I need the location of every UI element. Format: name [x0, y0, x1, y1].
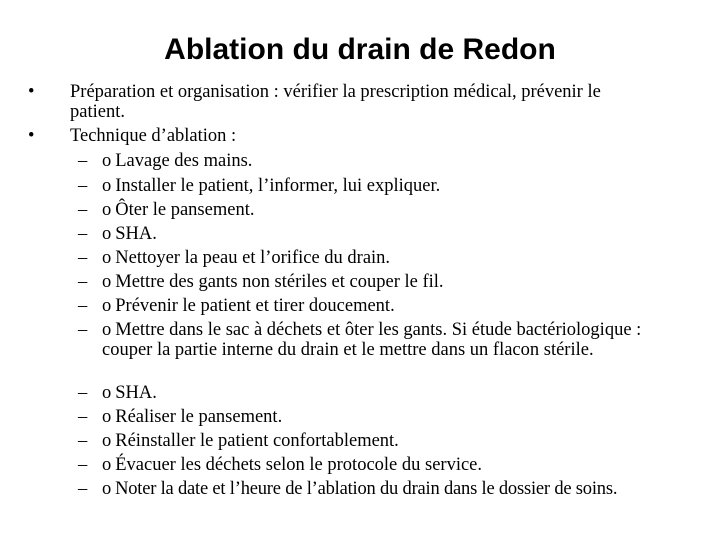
step-text: Prévenir le patient et tirer doucement.	[115, 296, 395, 316]
step-text: Ôter le pansement.	[115, 200, 255, 220]
bullet-text: Préparation et organisation : vérifier la prescription médical, prévenir le patient.	[70, 82, 601, 122]
step-marker: o	[102, 176, 112, 196]
step-dash: –	[78, 431, 88, 451]
step-marker: o	[102, 151, 112, 171]
step-text: Nettoyer la peau et l’orifice du drain.	[115, 248, 391, 268]
step-text: Réinstaller le patient confortablement.	[115, 431, 399, 451]
step-text: Installer le patient, l’informer, lui expliquer.	[115, 176, 441, 196]
step-dash: –	[78, 224, 88, 244]
step-text: Mettre des gants non stériles et couper le fil.	[115, 272, 444, 292]
step-text: Lavage des mains.	[115, 151, 253, 171]
bullet-item	[28, 126, 710, 146]
step-dash: –	[78, 383, 88, 403]
step-dash: –	[78, 407, 88, 427]
step-text: SHA.	[115, 383, 157, 403]
bullet-marker: •	[28, 126, 35, 146]
step-dash: –	[78, 272, 88, 292]
step-dash: –	[78, 176, 88, 196]
slide-title: Ablation du drain de Redon	[164, 33, 556, 66]
step-marker: o	[102, 455, 112, 475]
step-dash: –	[78, 455, 88, 475]
step-marker: o	[102, 320, 112, 340]
step-text: Noter la date et l’heure de l’ablation du drain dans le dossier de soins.	[115, 479, 618, 499]
step-marker: o	[102, 272, 112, 292]
step-marker: o	[102, 407, 112, 427]
bullet-item	[28, 82, 710, 122]
step-marker: o	[102, 224, 112, 244]
bullet-text: Technique d’ablation :	[70, 126, 237, 146]
step-marker: o	[102, 200, 112, 220]
step-dash: –	[78, 479, 88, 499]
step-marker: o	[102, 383, 112, 403]
step-dash: –	[78, 296, 88, 316]
bullet-marker: •	[28, 82, 35, 102]
step-marker: o	[102, 479, 112, 499]
step-dash: –	[78, 200, 88, 220]
step-dash: –	[78, 151, 88, 171]
step-marker: o	[102, 431, 112, 451]
step-dash: –	[78, 248, 88, 268]
step-dash: –	[78, 320, 88, 340]
step-text: Évacuer les déchets selon le protocole du service.	[115, 455, 483, 475]
step-marker: o	[102, 248, 112, 268]
step-text: Mettre dans le sac à déchets et ôter les gants. Si étude bactériologique : couper la partie interne du drain et le mettre dans un flacon stérile.	[102, 320, 642, 360]
step-text: SHA.	[115, 224, 157, 244]
step-marker: o	[102, 296, 112, 316]
step-text: Réaliser le pansement.	[115, 407, 283, 427]
